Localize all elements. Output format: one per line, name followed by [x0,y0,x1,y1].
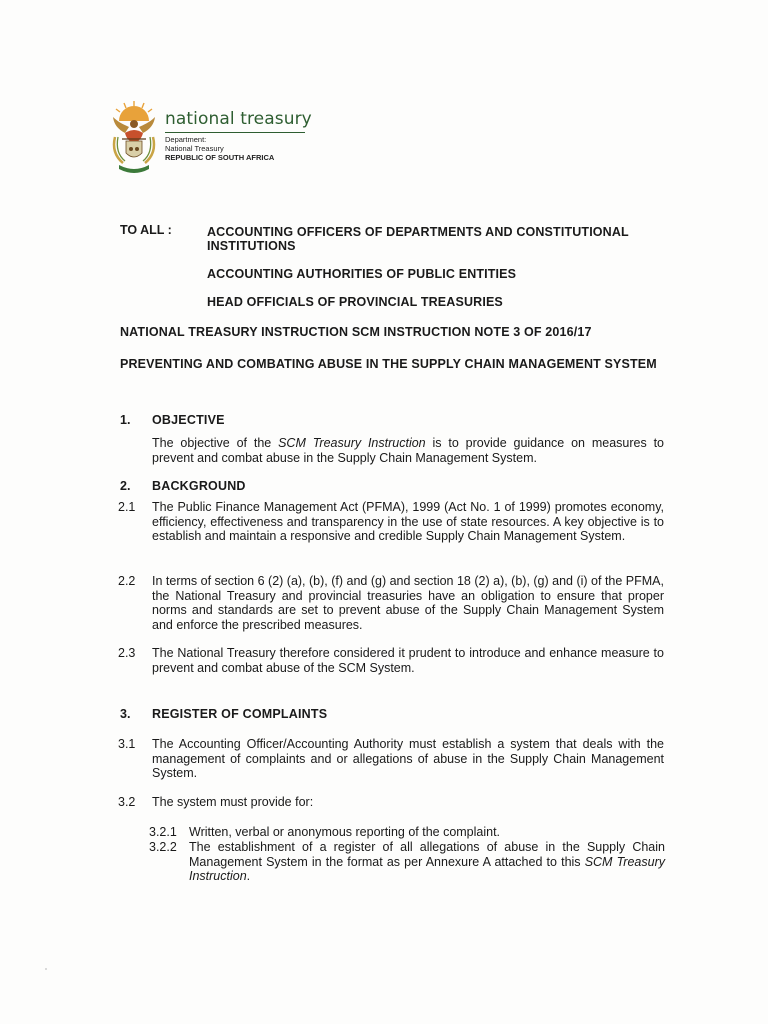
recipient-accounting-authorities: ACCOUNTING AUTHORITIES OF PUBLIC ENTITIES [207,267,517,281]
subparagraph-text-end: . [246,869,251,883]
recipient-accounting-officers: ACCOUNTING OFFICERS OF DEPARTMENTS AND CONSTITUTIONAL INSTITUTIONS [207,225,629,253]
section-title-register: REGISTER OF COMPLAINTS [152,707,328,721]
subparagraph-text-start: The establishment of a register of all allegations of abuse in the Supply Chain Management System in the format as per Annexure A attached to this [189,840,665,869]
paragraph-number: 3.2 [118,795,136,809]
to-all-label: TO ALL : [120,223,172,237]
section-title-objective: OBJECTIVE [152,413,225,427]
recipient-head-officials: HEAD OFFICIALS OF PROVINCIAL TREASURIES [207,295,503,309]
instruction-title: NATIONAL TREASURY INSTRUCTION SCM INSTRUCTION NOTE 3 OF 2016/17 [120,325,592,339]
organization-name: national treasury [165,109,312,129]
section-number: 3. [120,707,131,721]
subparagraph-number: 3.2.1 [149,825,177,839]
paragraph-number: 2.2 [118,574,136,588]
section-number: 1. [120,413,131,427]
scan-speck [45,968,47,970]
subparagraph-3-2-2 [189,840,665,884]
document-subject: PREVENTING AND COMBATING ABUSE IN THE SUPPLY CHAIN MANAGEMENT SYSTEM [120,357,657,371]
paragraph-number: 2.3 [118,646,136,660]
objective-text-start: The objective of the [152,436,279,450]
paragraph-3-1: The Accounting Officer/Accounting Authority must establish a system that deals with the management of complaints and or allegations of abuse in the Supply Chain Management System. [152,737,664,780]
paragraph-number: 3.1 [118,737,136,751]
paragraph-3-2: The system must provide for: [152,795,314,809]
objective-text-emphasis: SCM Treasury Instruction [278,436,426,450]
paragraph-2-3: The National Treasury therefore considered it prudent to introduce and enhance measure to prevent and combat abuse of the SCM System. [152,646,664,675]
objective-paragraph [152,436,664,465]
paragraph-2-1: The Public Finance Management Act (PFMA), 1999 (Act No. 1 of 1999) promotes economy, efficiency, effectiveness and transparency in the use of state resources. A key objective is to establish and maintain a responsive and credible Supply Chain Management System. [152,500,664,543]
section-number: 2. [120,479,131,493]
subparagraph-text-emphasis: SCM Treasury Instruction [189,854,665,883]
section-title-background: BACKGROUND [152,479,246,493]
department-name: National Treasury [165,144,224,153]
subparagraph-3-2-1: Written, verbal or anonymous reporting of the complaint. [189,825,501,839]
paragraph-number: 2.1 [118,500,136,514]
department-label: Department: [165,135,207,144]
objective-text-end: is to provide guidance on measures to prevent and combat abuse in the Supply Chain Management System. [152,436,665,465]
paragraph-2-2: In terms of section 6 (2) (a), (b), (f) and (g) and section 18 (2) a), (b), (g) and (i) of the PFMA, the National Treasury and provincial treasuries have an obligation to ensure that proper norms and standards are set to prevent abuse of the Supply Chain Management System and enforce the prescribed measures. [152,574,664,632]
subparagraph-number: 3.2.2 [149,840,177,854]
country-name: REPUBLIC OF SOUTH AFRICA [165,153,275,162]
header-divider [165,132,305,133]
coat-of-arms-icon [105,97,163,175]
